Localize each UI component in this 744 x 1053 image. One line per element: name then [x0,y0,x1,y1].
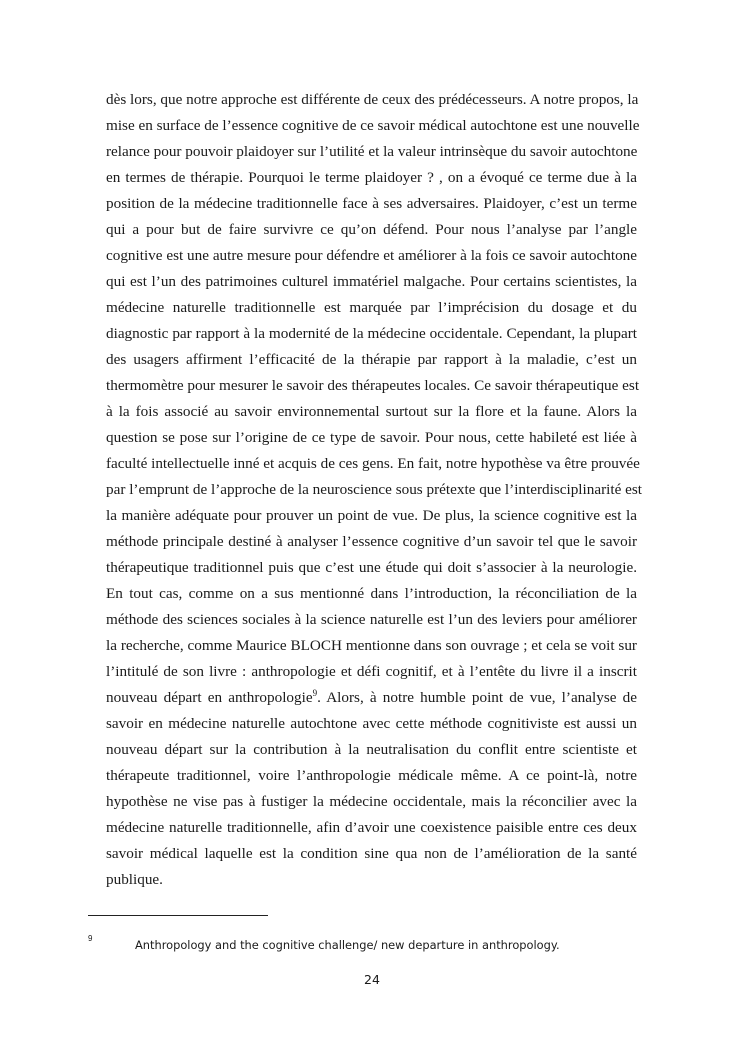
footnote-text: Anthropology and the cognitive challenge/ new departure in anthropology. [135,938,560,952]
body-line: thérapeute traditionnel, voire l’anthropologie médicale même. A ce point-là, notre [106,767,637,784]
body-line: En tout cas, comme on a sus mentionné dans l’introduction, la réconciliation de la [106,585,637,602]
body-line: diagnostic par rapport à la modernité de la médecine occidentale. Cependant, la plupart [106,325,637,342]
body-line: à la fois associé au savoir environnemental surtout sur la flore et la faune. Alors la [106,403,637,420]
body-line: la manière adéquate pour prouver un point de vue. De plus, la science cognitive est la [106,507,637,524]
body-text-segment: . Alors, à notre humble point de vue, l’analyse de [317,689,637,706]
body-line: faculté intellectuelle inné et acquis de ces gens. En fait, notre hypothèse va être prouvée [106,455,640,472]
body-line-with-footnote-ref [106,688,637,708]
body-line: médecine naturelle traditionnelle est marquée par l’imprécision du dosage et du [106,299,637,316]
body-line: relance pour pouvoir plaidoyer sur l’utilité et la valeur intrinsèque du savoir autochtone [106,143,638,160]
body-line: des usagers affirment l’efficacité de la thérapie par rapport à la maladie, c’est un [106,351,637,368]
footnote-separator [88,915,268,916]
body-line: question se pose sur l’origine de ce type de savoir. Pour nous, cette habileté est liée à [106,429,637,446]
body-line: médecine naturelle traditionnelle, afin d’avoir une coexistence paisible entre ces deux [106,819,637,836]
body-line: méthode principale destiné à analyser l’essence cognitive d’un savoir tel que le savoir [106,533,637,550]
body-line: position de la médecine traditionnelle face à ses adversaires. Plaidoyer, c’est un terme [106,195,637,212]
body-line: l’intitulé de son livre : anthropologie et défi cognitif, et à l’entête du livre il a inscrit [106,663,637,680]
body-line: savoir médical laquelle est la condition sine qua non de l’amélioration de la santé [106,845,637,862]
footnote-reference[interactable]: 9 [312,687,318,698]
body-line: qui est l’un des patrimoines culturel immatériel malgache. Pour certains scientistes, la [106,273,637,290]
body-line: thérapeutique traditionnel puis que c’est une étude qui doit s’associer à la neurologie. [106,559,637,576]
body-line: méthode des sciences sociales à la science naturelle est l’un des leviers pour améliorer [106,611,637,628]
footnote-number: 9 [88,934,93,943]
body-line: qui a pour but de faire survivre ce qu’on défend. Pour nous l’analyse par l’angle [106,221,637,238]
page-number: 24 [364,972,380,987]
body-line-last: publique. [106,871,163,888]
body-line: par l’emprunt de l’approche de la neuroscience sous prétexte que l’interdisciplinarité est [106,481,642,498]
body-line: dès lors, que notre approche est différente de ceux des prédécesseurs. A notre propos, la [106,91,639,108]
body-line: en termes de thérapie. Pourquoi le terme plaidoyer ? , on a évoqué ce terme due à la [106,169,637,186]
body-line: savoir en médecine naturelle autochtone avec cette méthode cognitiviste est aussi un [106,715,637,732]
body-line: cognitive est une autre mesure pour défendre et améliorer à la fois ce savoir autochtone [106,247,637,264]
body-line: mise en surface de l’essence cognitive de ce savoir médical autochtone est une nouvelle [106,117,640,134]
body-line: hypothèse ne vise pas à fustiger la médecine occidentale, mais la réconcilier avec la [106,793,637,810]
body-line: nouveau départ sur la contribution à la neutralisation du conflit entre scientiste et [106,741,637,758]
body-line: thermomètre pour mesurer le savoir des thérapeutes locales. Ce savoir thérapeutique est [106,377,640,394]
body-text-segment: nouveau départ en anthropologie [106,689,313,706]
body-line: la recherche, comme Maurice BLOCH mentionne dans son ouvrage ; et cela se voit sur [106,637,637,654]
